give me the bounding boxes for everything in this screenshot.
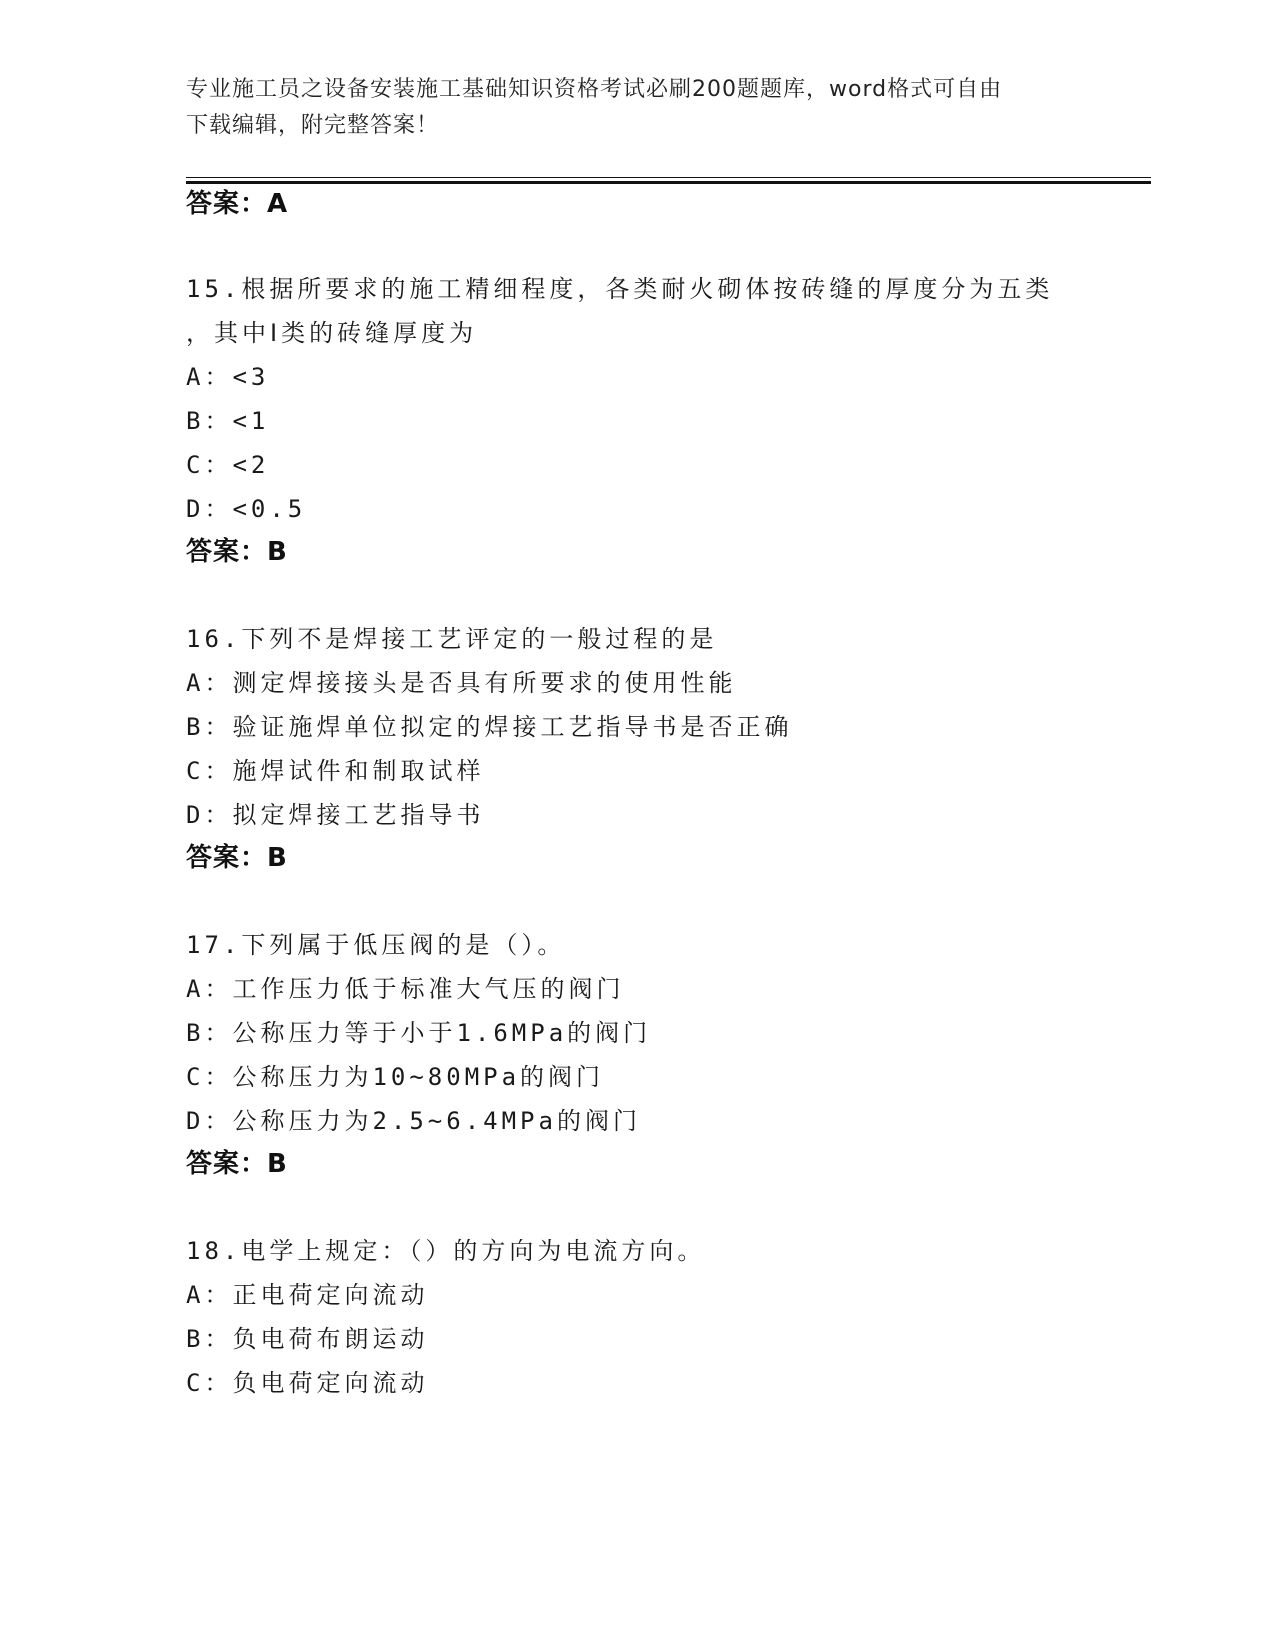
question-15-stem-line-2: ，其中Ⅰ类的砖缝厚度为 xyxy=(186,319,478,347)
question-15-option-a: A：<3 xyxy=(186,363,270,391)
question-17-option-a: A：工作压力低于标准大气压的阀门 xyxy=(186,975,625,1003)
header-line-2: 下载编辑，附完整答案！ xyxy=(186,113,440,138)
question-15-option-c: C：<2 xyxy=(186,451,270,479)
question-15-answer: 答案：B xyxy=(186,537,288,567)
question-18-option-b: B：负电荷布朗运动 xyxy=(186,1325,429,1353)
question-17-option-d: D：公称压力为2.5~6.4MPa的阀门 xyxy=(186,1107,641,1135)
question-16-option-d: D：拟定焊接工艺指导书 xyxy=(186,801,485,829)
question-15-stem-line-1: 15.根据所要求的施工精细程度，各类耐火砌体按砖缝的厚度分为五类 xyxy=(186,275,1054,303)
question-18-stem: 18.电学上规定：（）的方向为电流方向。 xyxy=(186,1237,706,1265)
question-17-option-b: B：公称压力等于小于1.6MPa的阀门 xyxy=(186,1019,652,1047)
header-divider-thin xyxy=(186,177,1151,178)
question-17-option-c: C：公称压力为10~80MPa的阀门 xyxy=(186,1063,605,1091)
question-15-option-d: D：<0.5 xyxy=(186,495,307,523)
question-16-option-b: B：验证施焊单位拟定的焊接工艺指导书是否正确 xyxy=(186,713,793,741)
question-16-option-c: C：施焊试件和制取试样 xyxy=(186,757,485,785)
question-17-stem: 17.下列属于低压阀的是（）。 xyxy=(186,931,566,959)
header-divider-thick xyxy=(186,181,1151,184)
question-16-answer: 答案：B xyxy=(186,843,288,873)
answer-prev: 答案：A xyxy=(186,189,289,219)
header-line-1: 专业施工员之设备安装施工基础知识资格考试必刷200题题库，word格式可自由 xyxy=(186,77,1003,102)
question-16-option-a: A：测定焊接接头是否具有所要求的使用性能 xyxy=(186,669,737,697)
question-17-answer: 答案：B xyxy=(186,1149,288,1179)
document-header xyxy=(186,72,1066,144)
question-16-stem: 16.下列不是焊接工艺评定的一般过程的是 xyxy=(186,625,718,653)
question-18-option-a: A：正电荷定向流动 xyxy=(186,1281,429,1309)
question-18-option-c: C：负电荷定向流动 xyxy=(186,1369,429,1397)
question-15-option-b: B：<1 xyxy=(186,407,270,435)
